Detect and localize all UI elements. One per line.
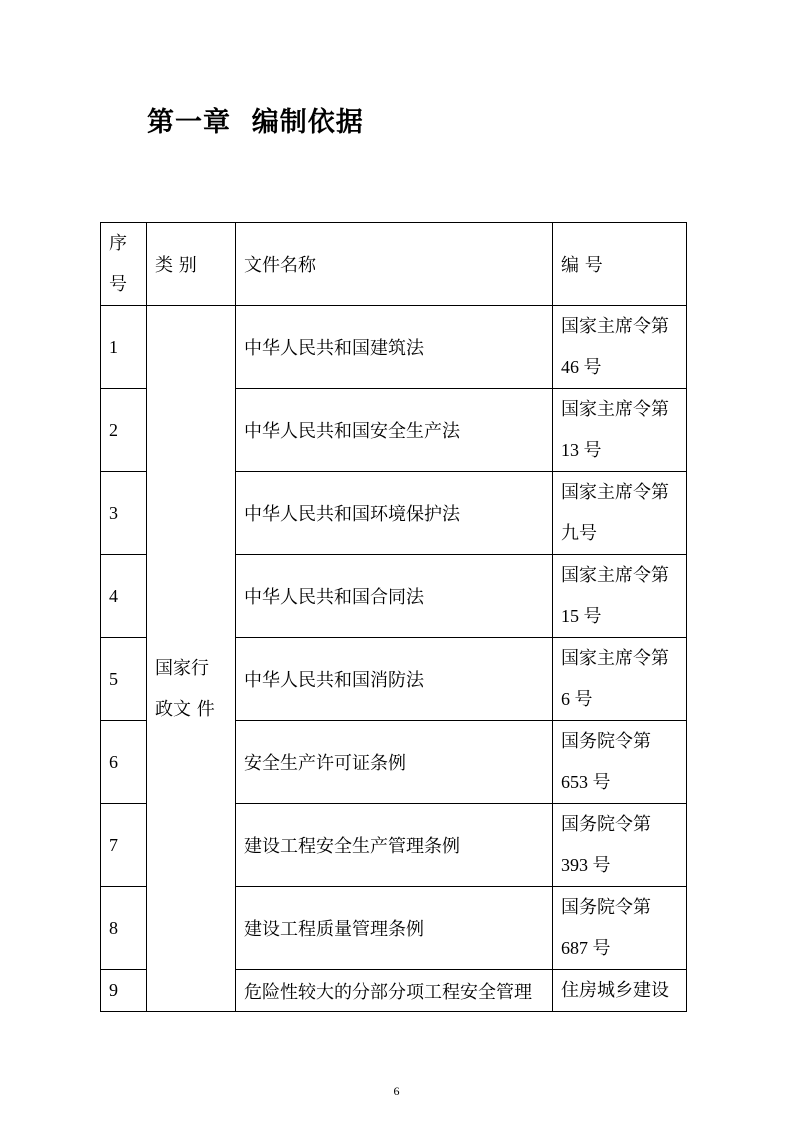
- category-label-line1: 国家行: [155, 657, 209, 679]
- table-row: [101, 306, 687, 389]
- row-document-name: 建设工程安全生产管理条例: [236, 804, 553, 887]
- row-code-line1: 国家主席令第: [561, 482, 669, 503]
- row-code-line2: 687 号: [561, 938, 611, 958]
- row-index: 2: [101, 389, 147, 472]
- row-document-name: 建设工程质量管理条例: [236, 887, 553, 970]
- row-document-name: 中华人民共和国环境保护法: [236, 472, 553, 555]
- row-code: [553, 970, 687, 1012]
- row-code-line1: 国家主席令第: [561, 399, 669, 420]
- row-index: 4: [101, 555, 147, 638]
- regulations-table: [100, 222, 687, 1012]
- row-document-name: 中华人民共和国建筑法: [236, 306, 553, 389]
- row-code-line1: 国家主席令第: [561, 316, 669, 337]
- row-code-line1: 国家主席令第: [561, 648, 669, 669]
- category-label-line2: 政文 件: [155, 698, 215, 720]
- header-category: 类 别: [147, 223, 236, 306]
- row-document-name: 中华人民共和国合同法: [236, 555, 553, 638]
- row-index: 7: [101, 804, 147, 887]
- header-code: 编 号: [553, 223, 687, 306]
- row-index: 5: [101, 638, 147, 721]
- row-document-name: 中华人民共和国消防法: [236, 638, 553, 721]
- row-code-line2: 13 号: [561, 440, 602, 460]
- row-code: [553, 721, 687, 804]
- row-code-line1: 国务院令第: [561, 814, 651, 835]
- header-index: [101, 223, 147, 306]
- row-code: [553, 306, 687, 389]
- page-number: 6: [393, 1084, 400, 1098]
- row-code-line2: 6 号: [561, 689, 593, 709]
- row-code-line2: 653 号: [561, 772, 611, 792]
- row-code: [553, 638, 687, 721]
- row-code: [553, 887, 687, 970]
- row-code: [553, 804, 687, 887]
- row-document-name: 安全生产许可证条例: [236, 721, 553, 804]
- header-index-line1: 序: [109, 233, 127, 254]
- row-code-line1: 国务院令第: [561, 897, 651, 918]
- header-document-name: 文件名称: [236, 223, 553, 306]
- row-index: 3: [101, 472, 147, 555]
- row-index: 9: [101, 970, 147, 1012]
- chapter-title: 第一章 编制依据: [147, 107, 364, 138]
- row-code-line2: 15 号: [561, 606, 602, 626]
- row-index: 6: [101, 721, 147, 804]
- row-code-line1: 国家主席令第: [561, 565, 669, 586]
- row-document-name: 中华人民共和国安全生产法: [236, 389, 553, 472]
- row-code-line2: 393 号: [561, 855, 611, 875]
- row-code: [553, 555, 687, 638]
- header-index-line2: 号: [109, 274, 127, 295]
- row-code: [553, 472, 687, 555]
- category-cell: [147, 306, 236, 1012]
- row-code-line1: 住房城乡建设: [561, 980, 669, 1001]
- row-document-name: 危险性较大的分部分项工程安全管理: [236, 970, 553, 1012]
- row-code: [553, 389, 687, 472]
- row-code-line1: 国务院令第: [561, 731, 651, 752]
- row-index: 1: [101, 306, 147, 389]
- row-code-line2: 九号: [561, 523, 597, 543]
- row-code-line2: 46 号: [561, 357, 602, 377]
- table-header-row: [101, 223, 687, 306]
- row-index: 8: [101, 887, 147, 970]
